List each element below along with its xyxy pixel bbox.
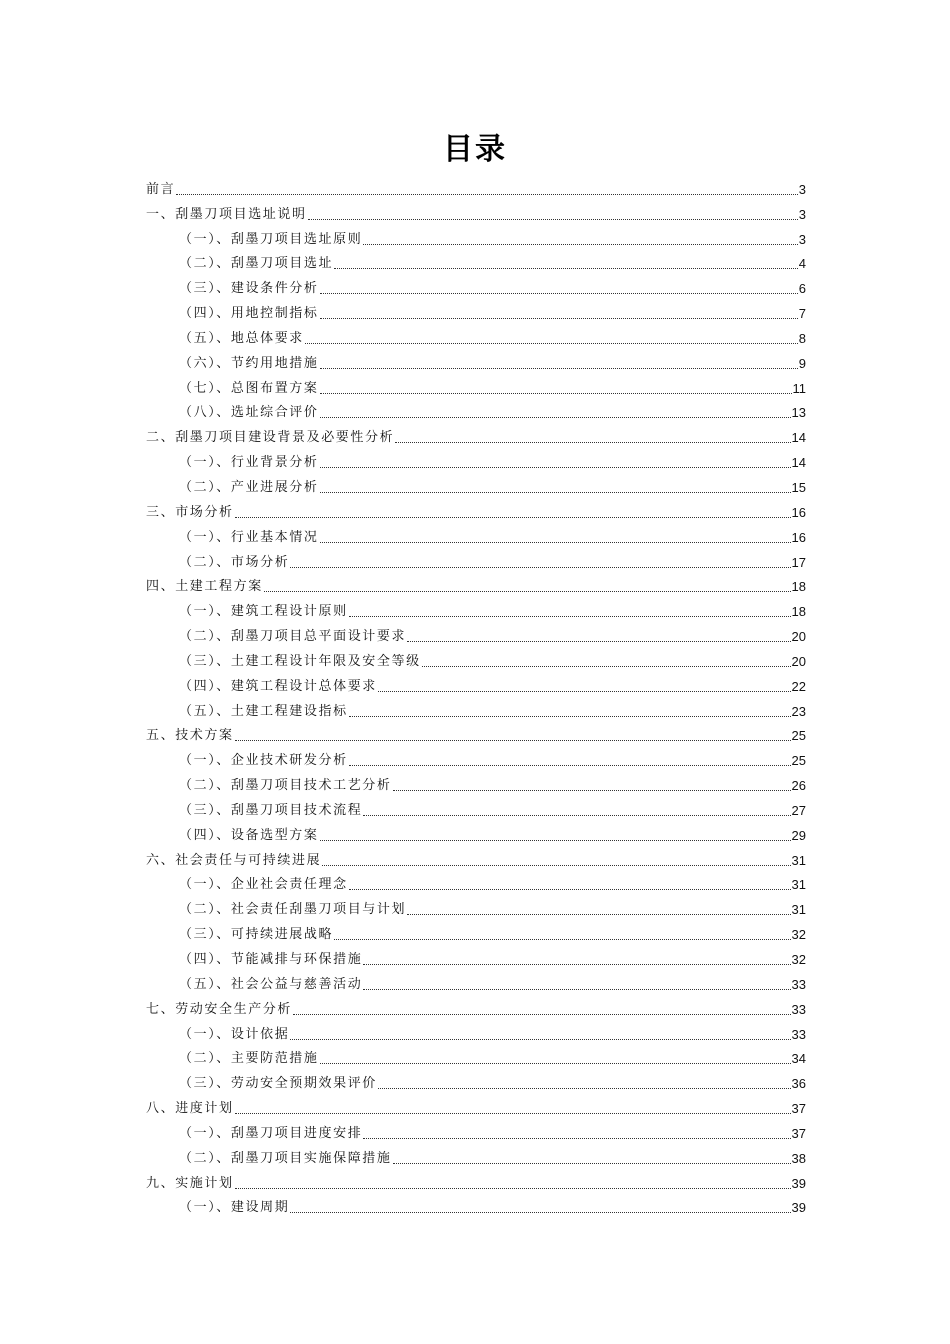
- toc-entry-page-number: 38: [791, 1150, 806, 1166]
- toc-dot-leader: [320, 492, 791, 493]
- toc-entry[interactable]: [146, 721, 806, 746]
- toc-dot-leader: [235, 740, 791, 741]
- toc-entry-label: （五）、地总体要求: [179, 330, 304, 346]
- toc-dot-leader: [422, 666, 791, 667]
- toc-entry-label: （二）、刮墨刀项目选址: [179, 256, 334, 272]
- toc-entry-page-number: 14: [791, 455, 806, 471]
- toc-entry[interactable]: [146, 199, 806, 224]
- toc-title: 目录: [443, 132, 507, 167]
- toc-entry-page-number: 3: [798, 206, 806, 222]
- toc-dot-leader: [293, 1014, 791, 1015]
- toc-entry-page-number: 16: [791, 529, 806, 545]
- toc-entry-label: （二）、刮墨刀项目实施保障措施: [179, 1150, 392, 1166]
- toc-entry-page-number: 14: [791, 430, 806, 446]
- toc-entry[interactable]: [146, 174, 806, 199]
- toc-entry[interactable]: [146, 572, 806, 597]
- toc-entry-page-number: 25: [791, 753, 806, 769]
- toc-entry-page-number: 33: [791, 1026, 806, 1042]
- toc-dot-leader: [334, 939, 790, 940]
- toc-entry[interactable]: [146, 696, 806, 721]
- toc-entry-label: （三）、土建工程设计年限及安全等级: [179, 653, 421, 669]
- toc-entry[interactable]: [146, 547, 806, 572]
- toc-entry-label: （一）、建筑工程设计原则: [179, 604, 348, 620]
- toc-entry[interactable]: [146, 919, 806, 944]
- toc-dot-leader: [264, 591, 791, 592]
- toc-list: [146, 174, 806, 1217]
- toc-entry[interactable]: [146, 845, 806, 870]
- toc-entry[interactable]: [146, 894, 806, 919]
- toc-entry-page-number: 27: [791, 802, 806, 818]
- toc-entry-label: （六）、节约用地措施: [179, 355, 319, 371]
- toc-entry-page-number: 36: [791, 1076, 806, 1092]
- toc-entry-label: 九、实施计划: [146, 1175, 234, 1191]
- toc-entry-label: （一）、行业基本情况: [179, 529, 319, 545]
- toc-entry-label: 四、土建工程方案: [146, 579, 263, 595]
- toc-dot-leader: [334, 268, 798, 269]
- toc-entry-label: （一）、企业技术研发分析: [179, 753, 348, 769]
- toc-dot-leader: [363, 964, 790, 965]
- toc-entry-label: （七）、总图布置方案: [179, 380, 319, 396]
- toc-dot-leader: [305, 343, 798, 344]
- toc-entry[interactable]: [146, 1019, 806, 1044]
- toc-entry-label: （四）、节能减排与环保措施: [179, 952, 363, 967]
- toc-entry[interactable]: [146, 373, 806, 398]
- toc-entry[interactable]: [146, 1093, 806, 1118]
- toc-entry-page-number: 17: [791, 554, 806, 570]
- toc-dot-leader: [320, 417, 791, 418]
- toc-entry-label: （四）、建筑工程设计总体要求: [179, 678, 377, 694]
- toc-entry[interactable]: [146, 596, 806, 621]
- toc-entry[interactable]: [146, 1143, 806, 1168]
- toc-dot-leader: [235, 1113, 791, 1114]
- toc-entry-label: （四）、设备选型方案: [179, 827, 319, 843]
- toc-entry-label: （二）、社会责任刮墨刀项目与计划: [179, 902, 407, 918]
- toc-entry-label: （五）、土建工程建设指标: [179, 703, 348, 719]
- toc-entry[interactable]: [146, 249, 806, 274]
- toc-dot-leader: [395, 442, 790, 443]
- toc-entry[interactable]: [146, 348, 806, 373]
- toc-dot-leader: [290, 1212, 790, 1213]
- toc-dot-leader: [349, 616, 791, 617]
- toc-entry-page-number: 31: [791, 877, 806, 893]
- toc-entry-label: 六、社会责任与可持续进展: [146, 852, 322, 868]
- toc-entry[interactable]: [146, 1044, 806, 1069]
- toc-entry-label: （一）、刮墨刀项目进度安排: [179, 1125, 363, 1141]
- toc-entry-label: 三、市场分析: [146, 504, 234, 520]
- toc-entry-page-number: 32: [791, 927, 806, 943]
- toc-dot-leader: [320, 467, 791, 468]
- toc-entry[interactable]: [146, 646, 806, 671]
- toc-entry-page-number: 31: [791, 852, 806, 868]
- toc-entry[interactable]: [146, 273, 806, 298]
- toc-entry[interactable]: [146, 398, 806, 423]
- toc-entry-page-number: 32: [791, 952, 806, 967]
- toc-entry-label: （二）、市场分析: [179, 554, 290, 570]
- toc-entry-label: （一）、刮墨刀项目选址原则: [179, 231, 363, 247]
- toc-entry-label: （二）、主要防范措施: [179, 1051, 319, 1067]
- toc-entry-label: 七、劳动安全生产分析: [146, 1001, 293, 1017]
- toc-entry-page-number: 37: [791, 1101, 806, 1117]
- toc-entry[interactable]: [146, 795, 806, 820]
- toc-entry-page-number: 3: [798, 231, 806, 247]
- toc-entry-page-number: 23: [791, 703, 806, 719]
- toc-entry-page-number: 13: [791, 405, 806, 421]
- toc-dot-leader: [290, 1039, 790, 1040]
- toc-entry-page-number: 9: [798, 355, 806, 371]
- toc-entry-label: （一）、建设周期: [179, 1200, 290, 1216]
- toc-dot-leader: [320, 293, 798, 294]
- toc-entry[interactable]: [146, 820, 806, 845]
- toc-dot-leader: [363, 1138, 790, 1139]
- toc-entry-label: （一）、设计依据: [179, 1026, 290, 1042]
- toc-entry-label: 前言: [146, 181, 176, 197]
- toc-dot-leader: [349, 765, 791, 766]
- toc-entry-label: （二）、刮墨刀项目技术工艺分析: [179, 778, 392, 794]
- toc-entry[interactable]: [146, 671, 806, 696]
- toc-entry-page-number: 22: [791, 678, 806, 694]
- toc-entry-page-number: 15: [791, 479, 806, 495]
- toc-entry-page-number: 39: [791, 1200, 806, 1216]
- toc-dot-leader: [349, 716, 791, 717]
- toc-entry-label: （三）、可持续进展战略: [179, 927, 334, 943]
- toc-entry-label: 八、进度计划: [146, 1101, 234, 1117]
- toc-entry[interactable]: [146, 1118, 806, 1143]
- toc-entry[interactable]: [146, 497, 806, 522]
- toc-dot-leader: [407, 914, 790, 915]
- toc-dot-leader: [378, 691, 791, 692]
- toc-entry[interactable]: [146, 994, 806, 1019]
- toc-dot-leader: [320, 368, 798, 369]
- toc-entry-page-number: 33: [791, 1001, 806, 1017]
- toc-entry-page-number: 8: [798, 330, 806, 346]
- toc-entry-page-number: 18: [791, 604, 806, 620]
- toc-entry[interactable]: [146, 522, 806, 547]
- toc-entry-label: （二）、刮墨刀项目总平面设计要求: [179, 629, 407, 645]
- toc-entry-page-number: 18: [791, 579, 806, 595]
- toc-entry-page-number: 20: [791, 629, 806, 645]
- toc-dot-leader: [235, 517, 791, 518]
- toc-dot-leader: [320, 318, 798, 319]
- toc-entry-page-number: 7: [798, 306, 806, 322]
- toc-dot-leader: [349, 889, 791, 890]
- toc-dot-leader: [320, 393, 792, 394]
- toc-dot-leader: [320, 1063, 791, 1064]
- toc-entry[interactable]: [146, 323, 806, 348]
- toc-dot-leader: [407, 641, 790, 642]
- toc-dot-leader: [320, 542, 791, 543]
- toc-entry-page-number: 34: [791, 1051, 806, 1067]
- toc-entry-label: （五）、社会公益与慈善活动: [179, 976, 363, 992]
- toc-dot-leader: [393, 1163, 791, 1164]
- toc-entry[interactable]: [146, 1193, 806, 1218]
- toc-entry-page-number: 29: [791, 827, 806, 843]
- toc-entry-page-number: 31: [791, 902, 806, 918]
- toc-dot-leader: [235, 1188, 791, 1189]
- toc-entry[interactable]: [146, 447, 806, 472]
- toc-dot-leader: [320, 840, 791, 841]
- toc-entry-label: 五、技术方案: [146, 728, 234, 744]
- toc-entry-label: （一）、行业背景分析: [179, 455, 319, 471]
- toc-entry[interactable]: [146, 472, 806, 497]
- toc-entry[interactable]: [146, 621, 806, 646]
- toc-entry[interactable]: [146, 298, 806, 323]
- toc-entry-page-number: 16: [791, 504, 806, 520]
- toc-dot-leader: [363, 244, 797, 245]
- toc-entry-page-number: 3: [798, 181, 806, 197]
- toc-dot-leader: [378, 1088, 791, 1089]
- toc-dot-leader: [363, 989, 790, 990]
- toc-entry[interactable]: [146, 870, 806, 895]
- toc-entry[interactable]: [146, 1068, 806, 1093]
- toc-entry-label: （八）、选址综合评价: [179, 405, 319, 421]
- toc-entry-label: （二）、产业进展分析: [179, 479, 319, 495]
- toc-entry-label: （三）、劳动安全预期效果评价: [179, 1076, 377, 1092]
- toc-entry-page-number: 37: [791, 1125, 806, 1141]
- toc-entry-page-number: 11: [792, 380, 806, 396]
- toc-entry-label: （三）、建设条件分析: [179, 281, 319, 297]
- toc-dot-leader: [290, 567, 790, 568]
- toc-entry-label: （三）、刮墨刀项目技术流程: [179, 802, 363, 818]
- toc-dot-leader: [176, 194, 798, 195]
- toc-entry-page-number: 6: [798, 281, 806, 297]
- toc-entry-page-number: 20: [791, 653, 806, 669]
- toc-entry[interactable]: [146, 422, 806, 447]
- toc-entry-page-number: 26: [791, 778, 806, 794]
- toc-entry[interactable]: [146, 770, 806, 795]
- toc-dot-leader: [308, 219, 798, 220]
- toc-entry-page-number: 25: [791, 728, 806, 744]
- toc-entry-page-number: 39: [791, 1175, 806, 1191]
- toc-entry-label: 二、刮墨刀项目建设背景及必要性分析: [146, 430, 395, 446]
- toc-entry[interactable]: [146, 969, 806, 994]
- toc-entry-page-number: 33: [791, 976, 806, 992]
- toc-entry[interactable]: [146, 944, 806, 969]
- toc-dot-leader: [393, 790, 791, 791]
- toc-entry[interactable]: [146, 1168, 806, 1193]
- toc-entry[interactable]: [146, 745, 806, 770]
- toc-dot-leader: [363, 815, 790, 816]
- toc-entry-page-number: 4: [798, 256, 806, 272]
- toc-entry[interactable]: [146, 224, 806, 249]
- toc-dot-leader: [322, 865, 790, 866]
- toc-entry-label: 一、刮墨刀项目选址说明: [146, 206, 307, 222]
- toc-entry-label: （四）、用地控制指标: [179, 306, 319, 322]
- toc-entry-label: （一）、企业社会责任理念: [179, 877, 348, 893]
